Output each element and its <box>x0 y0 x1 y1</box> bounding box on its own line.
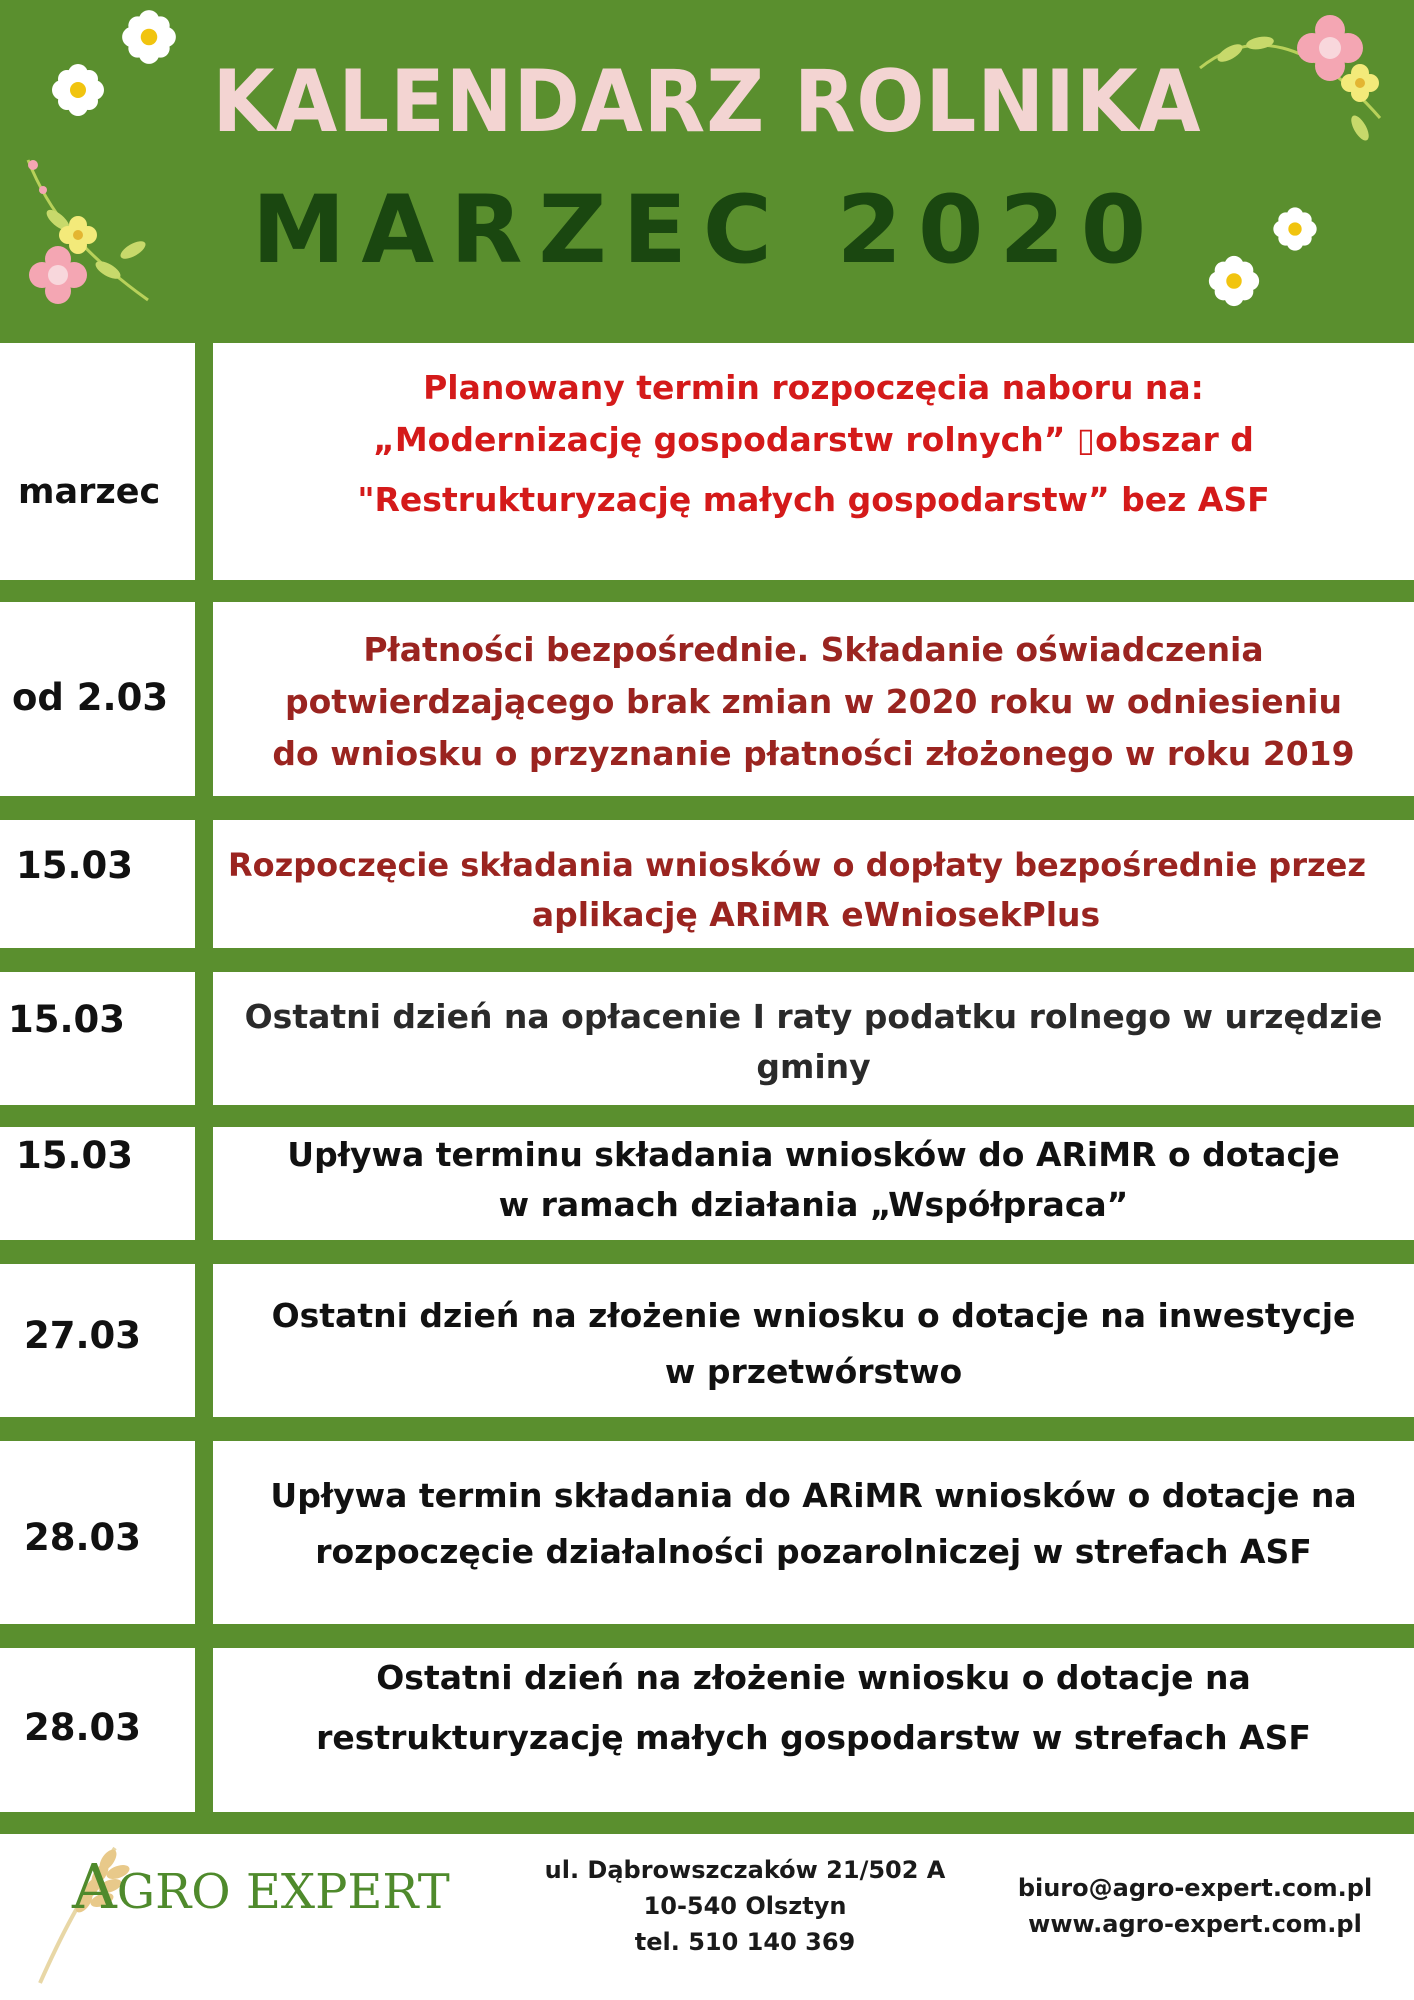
table-row-date: 15.03 <box>8 998 126 1041</box>
table-row-description <box>213 1130 1414 1230</box>
contact-email[interactable]: biuro@agro-expert.com.pl <box>1017 1874 1373 1902</box>
table-row-description <box>213 1288 1414 1400</box>
description-line: "Restrukturyzację małych gospodarstw” bez ASF <box>357 480 1270 519</box>
description-line: „Modernizację gospodarstw rolnych” ▯obszar d <box>373 420 1254 459</box>
description-line: Upływa terminu składania wniosków do ARiMR o dotacje <box>287 1135 1340 1174</box>
description-line: rozpoczęcie działalności pozarolniczej w strefach ASF <box>315 1532 1312 1571</box>
page-subtitle: MARZEC 2020 <box>251 176 1163 285</box>
table-row-date: 15.03 <box>16 844 134 887</box>
description-line: Ostatni dzień na złożenie wniosku o dotacje na inwestycje <box>271 1296 1356 1335</box>
logo-initial: A <box>72 1850 117 1923</box>
row-divider <box>0 1624 1414 1648</box>
row-divider <box>0 1240 1414 1264</box>
contact-website[interactable]: www.agro-expert.com.pl <box>1028 1910 1362 1938</box>
header-banner <box>0 0 1414 343</box>
description-line: Płatności bezpośrednie. Składanie oświadczenia <box>363 630 1264 669</box>
row-divider <box>0 1812 1414 1834</box>
address-street: ul. Dąbrowszczaków 21/502 A <box>544 1856 946 1884</box>
row-divider <box>0 948 1414 972</box>
row-divider <box>0 796 1414 820</box>
table-row-description <box>213 624 1414 780</box>
table-row-date: 27.03 <box>24 1314 142 1357</box>
address-city: 10-540 Olsztyn <box>643 1892 847 1920</box>
company-contact <box>990 1870 1400 1942</box>
table-row-date: 28.03 <box>24 1516 142 1559</box>
page-title: KALENDARZ ROLNIKA <box>212 52 1202 152</box>
row-divider <box>0 580 1414 602</box>
description-line: Upływa termin składania do ARiMR wniosków o dotacje na <box>270 1476 1357 1515</box>
row-divider <box>0 1105 1414 1127</box>
table-row-date: od 2.03 <box>12 676 169 719</box>
row-divider <box>0 1417 1414 1441</box>
description-line: Planowany termin rozpoczęcia naboru na: <box>423 368 1204 407</box>
description-line: aplikację ARiMR eWniosekPlus <box>531 895 1101 934</box>
description-line: Ostatni dzień na opłacenie I raty podatku rolnego w urzędzie <box>244 997 1383 1036</box>
description-line: w przetwórstwo <box>664 1352 963 1391</box>
description-line: w ramach działania „Współpraca” <box>498 1185 1129 1224</box>
description-line: gminy <box>756 1047 871 1086</box>
description-line: Rozpoczęcie składania wniosków o dopłaty bezpośrednie przez <box>228 846 1366 884</box>
description-line: Ostatni dzień na złożenie wniosku o dotacje na <box>376 1658 1251 1697</box>
company-logo <box>72 1850 450 1923</box>
description-line: restrukturyzację małych gospodarstw w strefach ASF <box>316 1718 1311 1757</box>
logo-text: GRO EXPERT <box>116 1864 450 1920</box>
table-row-date: 28.03 <box>24 1706 142 1749</box>
description-line: potwierdzającego brak zmian w 2020 roku w odniesieniu <box>285 682 1342 721</box>
table-row-description <box>213 1648 1414 1768</box>
table-vertical-divider <box>195 343 213 1823</box>
description-line: do wniosku o przyznanie płatności złożonego w roku 2019 <box>272 734 1355 773</box>
company-address <box>520 1852 970 1960</box>
table-row-description <box>218 840 1414 940</box>
table-row-date: marzec <box>18 472 161 512</box>
table-row-date: 15.03 <box>16 1134 134 1177</box>
table-row-description <box>213 362 1414 526</box>
table-row-description <box>213 992 1414 1092</box>
table-row-description <box>213 1468 1414 1580</box>
address-phone: tel. 510 140 369 <box>634 1928 856 1956</box>
